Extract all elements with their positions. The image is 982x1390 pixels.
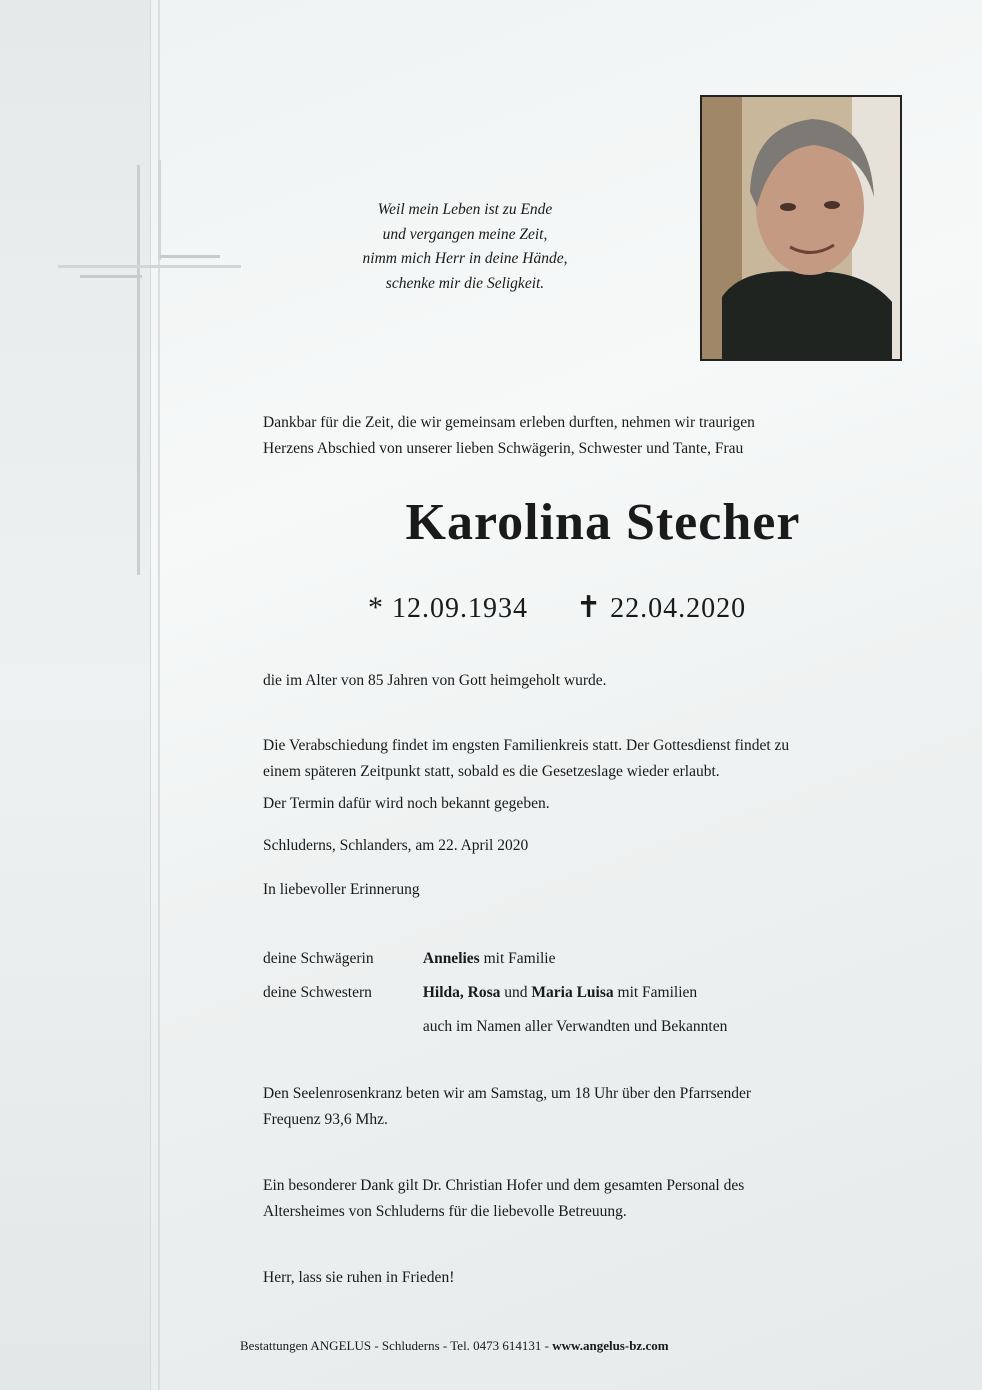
death-cross-icon: ✝ [576, 591, 603, 624]
mourner-name: Hilda, Rosa [422, 984, 501, 1001]
rosary-line: Frequenz 93,6 Mhz. [263, 1111, 388, 1128]
mourner-row [263, 1010, 727, 1044]
footer-website[interactable]: www.angelus-bz.com [552, 1338, 669, 1353]
mourner-rest: auch im Namen aller Verwandten und Bekannten [422, 1018, 728, 1035]
closing-line: Herr, lass sie ruhen in Frieden! [263, 1269, 455, 1286]
birth-symbol: * [368, 591, 384, 624]
cross-vertical [137, 165, 140, 575]
place-date: Schluderns, Schlanders, am 22. April 2020 [263, 837, 529, 854]
cross-horizontal-left [80, 275, 142, 278]
mourner-rest: mit Familien [617, 984, 698, 1001]
cross-vertical-shadow [158, 160, 161, 260]
mourners-list [263, 942, 727, 1044]
mourner-and: und [504, 984, 528, 1001]
thanks-text [263, 1173, 923, 1225]
thanks-line: Altersheimes von Schluderns für die liebevolle Betreuung. [263, 1203, 627, 1220]
poem-line: Weil mein Leben ist zu Ende [377, 201, 553, 218]
mourner-name: Maria Luisa [531, 984, 614, 1001]
rosary-line: Den Seelenrosenkranz beten wir am Samstag, um 18 Uhr über den Pfarrsender [263, 1085, 752, 1102]
mourner-role: deine Schwägerin [263, 950, 374, 967]
poem [300, 198, 630, 296]
poem-line: schenke mir die Seligkeit. [385, 274, 545, 292]
intro-line: Herzens Abschied von unserer lieben Schwägerin, Schwester und Tante, Frau [263, 440, 744, 457]
rosary-text [263, 1081, 923, 1133]
mourner-name: Annelies [422, 950, 480, 967]
left-border-panel [0, 0, 151, 1390]
footer [240, 1338, 669, 1354]
thanks-line: Ein besonderer Dank gilt Dr. Christian Hofer und dem gesamten Personal des [263, 1177, 745, 1194]
cross-horizontal [58, 265, 241, 268]
mourner-row [263, 942, 727, 976]
ceremony-line: einem späteren Zeitpunkt statt, sobald es die Gesetzeslage wieder erlaubt. [263, 763, 720, 780]
death-date: 22.04.2020 [610, 593, 747, 624]
deceased-name: Karolina Stecher [405, 494, 801, 551]
poem-line: nimm mich Herr in deine Hände, [362, 250, 568, 267]
intro-text [263, 410, 923, 462]
memory-line: In liebevoller Erinnerung [263, 881, 420, 898]
ceremony-line: Der Termin dafür wird noch bekannt gegeben. [263, 795, 550, 812]
intro-line: Dankbar für die Zeit, die wir gemeinsam erleben durften, nehmen wir traurigen [263, 414, 755, 431]
mourner-rest: mit Familie [483, 950, 556, 967]
age-line: die im Alter von 85 Jahren von Gott heimgeholt wurde. [263, 672, 607, 689]
footer-text: Bestattungen ANGELUS - Schluderns - Tel. 0473 614131 - [240, 1338, 550, 1353]
birth-date: 12.09.1934 [392, 593, 528, 624]
ceremony-text [263, 733, 923, 817]
portrait-photo [700, 95, 902, 361]
mourner-role: deine Schwestern [263, 984, 372, 1001]
mourner-row [263, 976, 727, 1010]
cross-horizontal-right [160, 255, 220, 258]
ceremony-line: Die Verabschiedung findet im engsten Familienkreis statt. Der Gottesdienst findet zu [263, 737, 790, 754]
life-dates [368, 590, 746, 625]
poem-line: und vergangen meine Zeit, [382, 225, 548, 243]
